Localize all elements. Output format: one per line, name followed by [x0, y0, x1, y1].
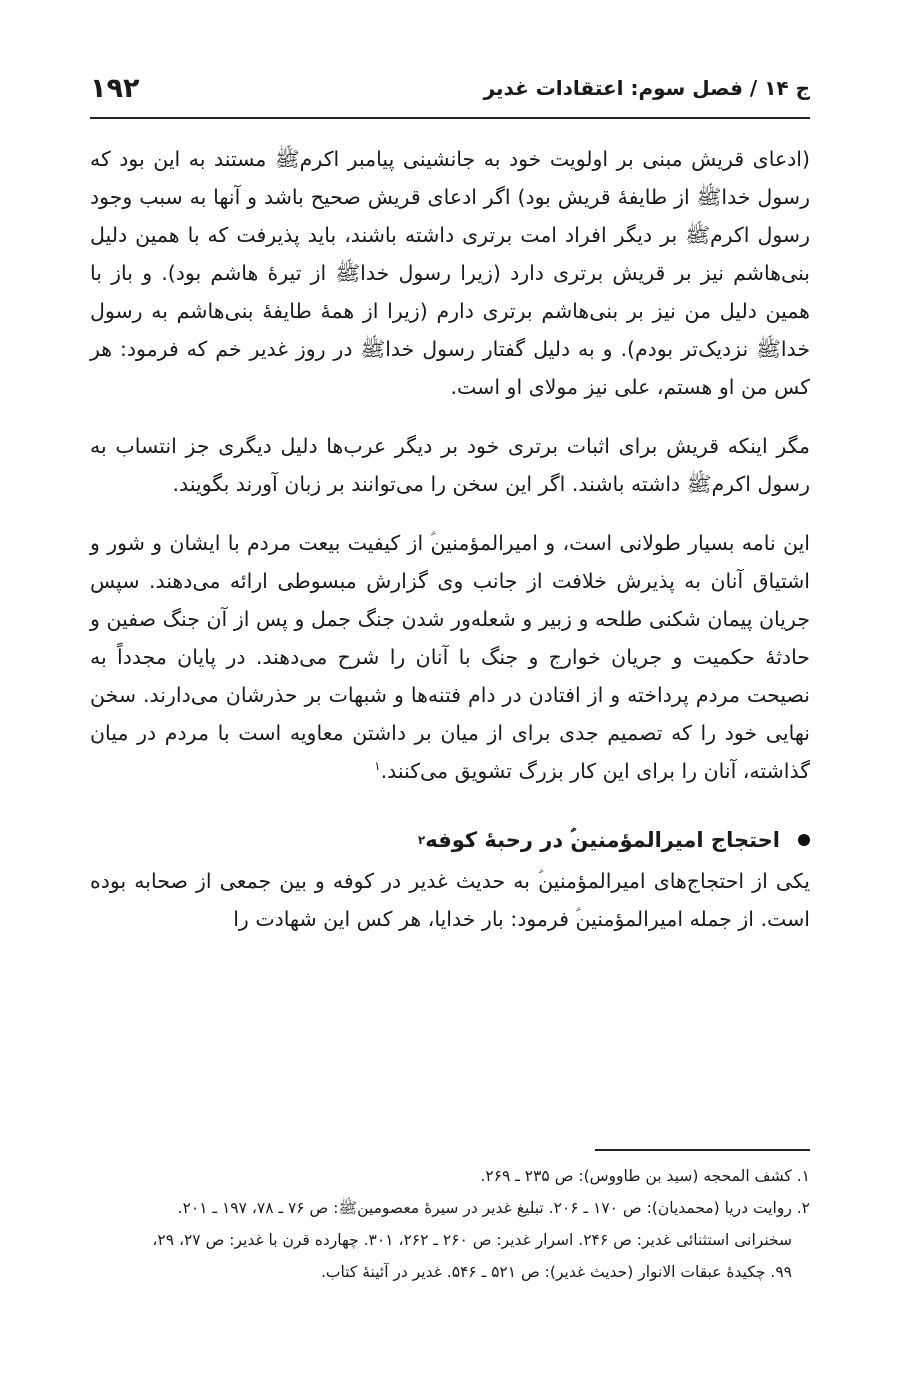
main-text: [90, 140, 810, 959]
paragraph-1-text: (ادعای قریش مبنی بر اولویت خود به جانشینی پیامبر اکرمﷺ مستند به این بود که رسول خداﷺ از طایفهٔ قریش بود) اگر ادعای قریش صحیح باشد و آنها به سبب وجود رسول اکرمﷺ بر دیگر افراد امت برتری داشته باشند، باید پذیرفت که با همین دلیل بنی‌هاشم نیز بر قریش برتری دارد (زیرا رسول خداﷺ از تیرهٔ هاشم بود). و باز با همین دلیل من نیز بر بنی‌هاشم برتری دارم (زیرا از همهٔ طایفهٔ بنی‌هاشم به رسول خداﷺ نزدیک‌تر بودم). و به دلیل گفتار رسول خداﷺ در روز غدیر خم که فرمود: هر کس من او هستم، علی نیز مولای او است.: [90, 147, 810, 399]
footnote-1: ۱. کشف المحجه (سید بن طاووس): ص ۲۳۵ ـ ۲۶۹.: [480, 1167, 810, 1185]
section-paragraph-text: یکی از احتجاج‌های امیرالمؤمنین‌ؑ به حدیث غدیر در کوفه و بین جمعی از صحابه بوده است. از جمله امیرالمؤمنین‌ؑ فرمود: بار خدایا، هر کس این شهادت را: [90, 869, 810, 931]
footnote-divider: [595, 1149, 810, 1151]
running-head: ج ۱۴ / فصل سوم: اعتقادات غدیر: [483, 76, 810, 100]
section-heading-text: احتجاج امیرالمؤمنین‌ؑ در رحبهٔ کوفه: [425, 828, 780, 852]
paragraph-3: [90, 524, 810, 790]
paragraph-3-text: این نامه بسیار طولانی است، و امیرالمؤمنین‌ؑ از کیفیت بیعت مردم با ایشان و شور و اشتیاق آنان به پذیرش خلافت از جانب وی گزارش مبسوطی ارائه می‌دهند. سپس جریان پیمان شکنی طلحه و زبیر و شعله‌ور شدن جنگ جمل و پس از آن جنگ صفین و حادثهٔ حکمیت و جریان خوارج و جنگ با آنان را شرح می‌دهند. در پایان مجدداً به نصیحت مردم پرداخته و از افتادن در دام فتنه‌ها و شبهات بر حذرشان می‌دارند. سخن نهایی خود را که تصمیم جدی برای از میان بر داشتن معاویه است با مردم در میان گذاشته، آنان را برای این کار بزرگ تشویق می‌کنند.: [90, 531, 810, 783]
paragraph-2-text: مگر اینکه قریش برای اثبات برتری خود بر دیگر عرب‌ها دلیل دیگری جز انتساب به رسول اکرمﷺ داشته باشند. اگر این سخن را می‌توانند بر زبان آورند بگویند.: [90, 434, 810, 496]
footnotes: [90, 1160, 810, 1288]
paragraph-1: [90, 140, 810, 406]
footnote-2-line-3: ۹۹. چکیدهٔ عبقات الانوار (حدیث غدیر): ص ۵۲۱ ـ ۵۴۶. غدیر در آئینهٔ کتاب.: [321, 1263, 792, 1281]
bullet-icon: [798, 834, 810, 846]
header-divider: [90, 117, 810, 119]
footnote-2-line-1: ۲. روایت دریا (محمدیان): ص ۱۷۰ ـ ۲۰۶. تبلیغ غدیر در سیرهٔ معصومینﷺ: ص ۷۶ ـ ۷۸، ۱۹۷ ـ ۲۰۱.: [177, 1199, 810, 1217]
paragraph-2: [90, 427, 810, 503]
footnote-2-line-2: سخنرانی استثنائی غدیر: ص ۲۴۶. اسرار غدیر: ص ۲۶۰ ـ ۲۶۲، ۳۰۱. چهارده قرن با غدیر: ص ۲۷، ۲۹،: [152, 1231, 792, 1249]
page-number: ۱۹۲: [90, 72, 140, 104]
page-header: [90, 62, 810, 114]
section-paragraph: [90, 862, 810, 938]
section-heading: احتجاج امیرالمؤمنین‌ؑ در رحبهٔ کوفه ۲: [90, 820, 810, 860]
footnote-ref-1[interactable]: ۱: [374, 759, 381, 774]
